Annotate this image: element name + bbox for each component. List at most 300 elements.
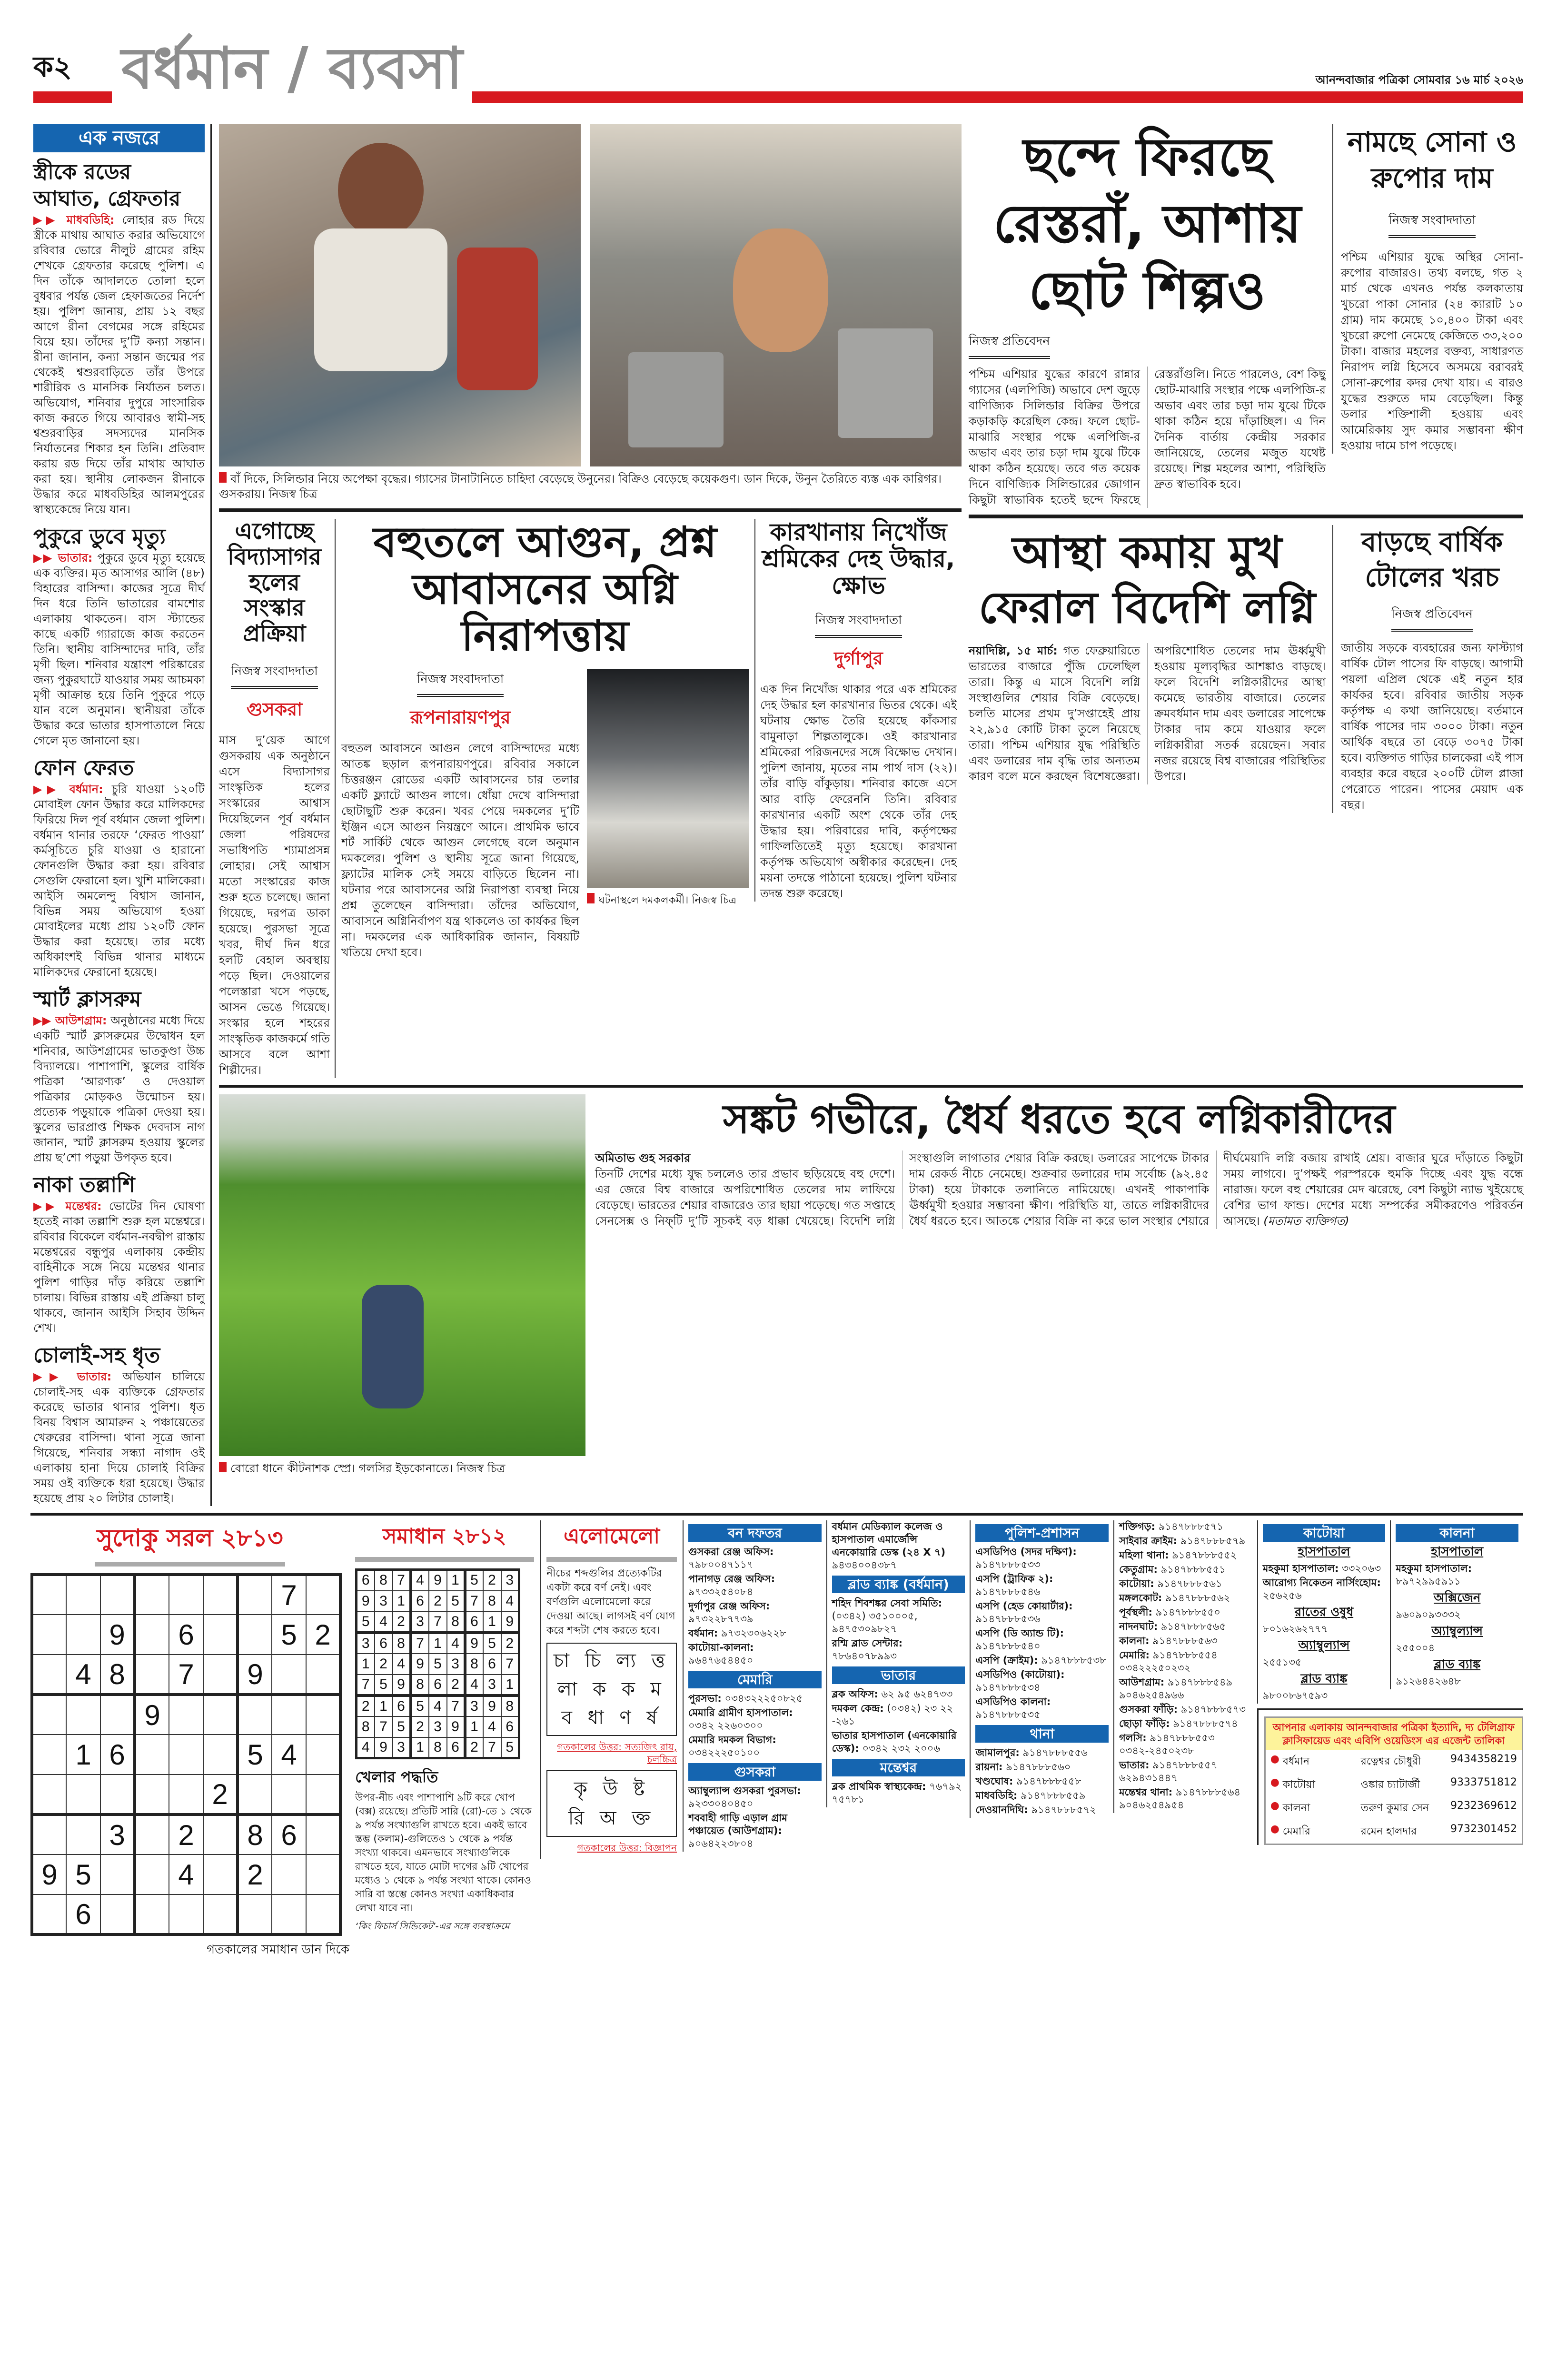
sudoku-footer: গতকালের সমাধান ডান দিকে	[207, 1943, 349, 1957]
grid-cell[interactable]: 6	[169, 1615, 203, 1655]
grid-cell[interactable]	[32, 1695, 66, 1735]
entry-label: শববাহী গাড়ি এড়াল গ্রাম পঞ্চায়েত (আউশগ্রাম):	[688, 1812, 787, 1836]
entry-phone: ৯১৪৭৮৮৮৫৩৩	[975, 1559, 1041, 1570]
photo-clay-oven-maker	[590, 124, 962, 466]
dateline: দুর্গাপুর	[834, 648, 883, 669]
entry-phone: ৯১২৬৪৪২৬৪৮	[1396, 1676, 1461, 1687]
grid-cell[interactable]	[203, 1615, 238, 1655]
grid-cell[interactable]	[306, 1854, 340, 1894]
grid-cell[interactable]: 6	[100, 1735, 135, 1775]
entry-label: শক্তিগড়:	[1119, 1521, 1156, 1532]
agent-name: রমেন হালদার	[1360, 1825, 1417, 1837]
grid-cell[interactable]	[169, 1695, 203, 1735]
caption-marker-icon	[587, 893, 595, 903]
entry-label: ব্লক অফিস:	[832, 1688, 878, 1700]
grid-cell[interactable]	[238, 1775, 272, 1815]
grid-cell[interactable]	[66, 1615, 100, 1655]
grid-cell[interactable]	[100, 1575, 135, 1615]
directory-entry	[1119, 1676, 1252, 1702]
grid-cell: 7	[429, 1612, 447, 1633]
article-body: বহুতল আবাসনে আগুন লেগে বাসিন্দাদের মধ্যে আতঙ্ক ছড়াল রূপনারায়ণপুরে। রবিবার সকালে চিত্তরঞ্জন রোডের একটি আবাসনের চার তলার একটি ফ্ল্যাটে আগুন লাগে। ধোঁয়া দেখে বাসিন্দারা ছোটাছুটি শুরু করেন। খবর পেয়ে দমকলের দু’টি ইঞ্জিন এসে আগুন নিয়ন্ত্রণে আনে। প্রাথমিক ভাবে শর্ট সার্কিট থেকে আগুন লেগেছে বলে অনুমান দমকলের। পুলিশ ও স্থানীয় সূত্রে জানা গিয়েছে, ফ্ল্যাটের মালিক সেই সময়ে বাড়িতে ছিলেন না। ঘটনার পরে আবাসনের অগ্নি নিরাপত্তা ব্যবস্থা নিয়ে প্রশ্ন তুলেছেন বাসিন্দারা। তাঁদের অভিযোগ, আবাসনে অগ্নিনির্বাপণ যন্ত্র থাকলেও তা কার্যকর ছিল না। দমকলের এক আধিকারিক জানান, বিষয়টি খতিয়ে দেখা হবে।	[341, 741, 579, 959]
grid-cell: 7	[501, 1654, 519, 1675]
directory-section-heading: পুলিশ-প্রশাসন	[975, 1524, 1109, 1542]
grid-cell[interactable]	[135, 1854, 169, 1894]
directory-entry	[1119, 1635, 1252, 1647]
grid-cell[interactable]: 2	[238, 1854, 272, 1894]
entry-phone: ৬২ ৯৫ ৬২৪৭৩৩	[881, 1688, 953, 1700]
grid-cell[interactable]	[238, 1695, 272, 1735]
byline: নিজস্ব প্রতিবেদন	[1391, 604, 1473, 632]
brief-text: ▶▶ মন্তেশ্বর: ভোটের দিন ঘোষণা হতেই নাকা তল্লাশি শুরু হল মন্তেশ্বরে। রবিবার বিকেলে বর্ধমান-নবদ্বীপ রাস্তায় মন্তেশ্বরের বন্ধুপুর এলাকায় কেন্দ্রীয় বাহিনীকে সঙ্গে নিয়ে মন্তেশ্বর থানার পুলিশ গাড়ির দাঁড় করিয়ে তল্লাশি চালায়। বিভিন্ন রাস্তায় এই প্রক্রিয়া চালু থাকবে, জানান আইসি সিহাব উদ্দিন শেখ।	[33, 1200, 205, 1335]
brief-title: চোলাই-সহ ধৃত	[33, 1343, 160, 1368]
jumble-puzzle-1[interactable]: চা চি ল্য ত্ত লা ক ক ম ব ধা ণ র্ষ	[546, 1643, 677, 1736]
directory-entry	[1396, 1562, 1518, 1588]
grid-cell[interactable]	[169, 1775, 203, 1815]
caption-marker-icon	[219, 472, 227, 483]
agent-name: তরুণ কুমার সেন	[1360, 1802, 1429, 1814]
agent-phone: 9333751812	[1450, 1776, 1517, 1788]
grid-cell[interactable]	[272, 1775, 306, 1815]
directory-entry	[1119, 1717, 1252, 1730]
grid-cell: 1	[465, 1716, 483, 1737]
directory-entry	[1119, 1732, 1252, 1757]
caption-text: বাঁ দিকে, সিলিন্ডার নিয়ে অপেক্ষা বৃদ্ধের। গ্যাসের টানাটানিতে চাহিদা বেড়েছে উনুনের। বিক্রিও বেড়েছে কয়েকগুণ। ডান দিকে, উনুন তৈরিতে ব্যস্ত এক কারিগর। গুসকরায়। নিজস্ব চিত্র	[219, 472, 942, 501]
grid-cell[interactable]: 2	[169, 1815, 203, 1854]
grid-cell[interactable]	[66, 1695, 100, 1735]
grid-cell[interactable]	[306, 1775, 340, 1815]
grid-cell: 7	[393, 1570, 411, 1591]
entry-phone: ৯১৪৭৮৮৮৫৬৫	[1160, 1621, 1226, 1632]
bullet-icon: ●	[1270, 1753, 1279, 1765]
entry-label: কাটোয়া:	[1119, 1578, 1154, 1589]
entry-label: পুরসভা:	[688, 1693, 722, 1704]
entry-label: গুসকরা রেঞ্জ অফিস:	[688, 1546, 774, 1557]
directory-entry	[975, 1627, 1109, 1653]
grid-cell[interactable]: 9	[100, 1615, 135, 1655]
directory-entry	[975, 1746, 1109, 1759]
directory-entry	[688, 1641, 822, 1667]
grid-cell[interactable]: 4	[66, 1655, 100, 1695]
agent-row	[1266, 1820, 1522, 1844]
arrow-icon: ▶▶	[33, 551, 58, 565]
grid-cell[interactable]	[169, 1575, 203, 1615]
article-body: নয়াদিল্লি, ১৫ মার্চ: গত ফেব্রুয়ারিতে ভারতের বাজারে পুঁজি ঢেলেছিল তারা। কিন্তু এ মাসে বিদেশি লগ্নি সংস্থাগুলির শেয়ার বিক্রি বেড়েছে। চলতি মাসের প্রথম দু’সপ্তাহেই প্রায় ২২,৯১৫ কোটি টাকা তুলে নিয়েছে তারা। পশ্চিম এশিয়ার যুদ্ধ পরিস্থিতি এবং ডলারের দাম বৃদ্ধি তার অন্যতম কারণ বলে মনে করছেন বিশেষজ্ঞেরা। অপরিশোধিত তেলের দাম ঊর্ধ্বমুখী হওয়ায় মূল্যবৃদ্ধির আশঙ্কাও বাড়ছে। ফলে বিদেশি লগ্নিকারীদের আস্থা কমেছে ভারতীয় বাজারে। তেলের ক্রমবর্ধমান দাম এবং ডলারের সাপেক্ষে টাকার দাম কমে যাওয়ার ফলে লগ্নিকারীরা সতর্ক রয়েছেন। সবার নজর রয়েছে বিশ্ব বাজারের পরিস্থিতির উপরে।	[969, 644, 1326, 783]
brief-item	[33, 986, 205, 1165]
grid-cell[interactable]	[32, 1775, 66, 1815]
headline: নামছে সোনা ও রুপোর দাম	[1347, 126, 1517, 194]
directory-entry	[1119, 1549, 1252, 1562]
useful-contacts-directory	[683, 1520, 1523, 1852]
directory-entry	[1119, 1606, 1252, 1619]
jumble-puzzle-2[interactable]: কৃ উ ষ্ট রি অ ক্ত	[546, 1770, 677, 1837]
grid-cell[interactable]	[135, 1815, 169, 1854]
directory-column	[826, 1520, 970, 1807]
entry-phone: ৯১৪৭৮৮৮৫৫৮	[1016, 1775, 1081, 1787]
grid-cell[interactable]	[272, 1655, 306, 1695]
grid-cell[interactable]	[32, 1615, 66, 1655]
grid-cell[interactable]	[203, 1894, 238, 1934]
entry-label: কালনা:	[1119, 1635, 1150, 1646]
directory-entry	[832, 1597, 965, 1636]
directory-entry	[832, 1729, 965, 1755]
grid-cell[interactable]	[100, 1894, 135, 1934]
agent-area: কাটোয়া	[1282, 1779, 1316, 1791]
grid-cell[interactable]	[135, 1735, 169, 1775]
entry-label: খণ্ডঘোষ:	[975, 1775, 1013, 1787]
entry-phone: ৯১৪৭৮৮৮৫৪৯ ৯০৪৬২৫৪৯৬৬	[1119, 1676, 1233, 1701]
grid-cell[interactable]	[169, 1894, 203, 1934]
grid-cell[interactable]: 5	[238, 1735, 272, 1775]
byline: নিজস্ব সংবাদদাতা	[417, 669, 504, 697]
grid-cell[interactable]	[306, 1655, 340, 1695]
entry-label: নাদনঘাট:	[1119, 1621, 1158, 1632]
directory-entry	[832, 1520, 965, 1572]
arrow-icon: ▶▶	[33, 1370, 77, 1383]
grid-cell: 4	[429, 1696, 447, 1716]
grid-cell[interactable]	[169, 1735, 203, 1775]
grid-cell[interactable]: 4	[272, 1735, 306, 1775]
grid-cell: 7	[447, 1696, 465, 1716]
grid-cell[interactable]	[100, 1775, 135, 1815]
brief-item	[33, 1342, 205, 1506]
briefs-column	[33, 124, 212, 1506]
rule	[969, 515, 1523, 518]
directory-entry	[688, 1546, 822, 1571]
entry-label: মঙ্গলকোট:	[1119, 1592, 1162, 1604]
headline: ছন্দে ফিরছে রেস্তরাঁ, আশায় ছোট শিল্পও	[993, 127, 1301, 321]
grid-cell: 3	[429, 1716, 447, 1737]
arrow-icon: ▶▶	[33, 213, 67, 227]
photo-figure-body	[314, 228, 447, 371]
grid-cell[interactable]	[32, 1735, 66, 1775]
agent-row	[1266, 1797, 1522, 1820]
brief-text: ▶▶ আউশগ্রাম: অনুষ্ঠানের মধ্যে দিয়ে একটি স্মার্ট ক্লাসরুমের উদ্বোধন হল শনিবার, আউশগ্রামের ভাতকুণ্ডা উচ্চ বিদ্যালয়ে। পাশাপাশি, স্কুলের বার্ষিক পত্রিকা ‘আরণ্যক’ ও দেওয়াল পত্রিকার মোড়কও উন্মোচন হয়। প্রত্যেক পড়ুয়াকে পত্রিকা দেওয়া হয়। স্কুলের ভারপ্রাপ্ত শিক্ষক দেবদাস নাগ জানান, স্মার্ট ক্লাসরুম হওয়ায় স্কুলের প্রায় ছ’শো পড়ুয়া উপকৃত হবে।	[33, 1014, 205, 1164]
grid-cell: 1	[357, 1654, 375, 1675]
grid-cell: 8	[411, 1675, 429, 1696]
grid-cell[interactable]	[135, 1655, 169, 1695]
photo-figure	[733, 228, 828, 352]
grid-cell[interactable]: 9	[238, 1655, 272, 1695]
grid-cell[interactable]: 8	[100, 1655, 135, 1695]
grid-cell[interactable]	[203, 1695, 238, 1735]
directory-entry	[975, 1546, 1109, 1571]
directory-subheading: রাতের ওষুধ	[1294, 1605, 1354, 1619]
headline: সঙ্কট গভীরে, ধৈর্য ধরতে হবে লগ্নিকারীদের	[723, 1095, 1396, 1142]
grid-cell[interactable]: 5	[272, 1615, 306, 1655]
grid-cell[interactable]: 2	[306, 1615, 340, 1655]
article-lead-restaurants	[969, 124, 1326, 508]
page-body	[33, 124, 1523, 1506]
grid-cell[interactable]	[66, 1815, 100, 1854]
entry-label: গুসকরা ফাঁড়ি:	[1119, 1704, 1178, 1715]
grid-cell: 9	[357, 1591, 375, 1612]
entry-label: রায়না:	[975, 1761, 1003, 1773]
grid-cell[interactable]	[272, 1695, 306, 1735]
entry-phone: ৩৩২০৬৩	[1342, 1563, 1381, 1574]
grid-cell: 4	[483, 1716, 501, 1737]
entry-phone: ৯১৪৭৮৮৮৫৫৬	[1022, 1747, 1088, 1758]
section-heading-ek-nazare: এক নজরে	[33, 124, 205, 152]
directory-entry	[975, 1775, 1109, 1788]
grid-cell: 1	[411, 1737, 429, 1758]
grid-cell: 9	[375, 1737, 393, 1758]
grid-cell: 8	[483, 1591, 501, 1612]
entry-label: কেতুগ্রাম:	[1119, 1564, 1158, 1575]
grid-cell[interactable]	[306, 1894, 340, 1934]
directory-column	[1113, 1520, 1257, 1813]
directory-section-heading: থানা	[975, 1725, 1109, 1743]
brief-item	[33, 755, 205, 980]
rules-text: উপর-নীচ এবং পাশাপাশি ৯টি করে খোপ (বক্স) রয়েছে। প্রতিটি সারি (রো)-তে ১ থেকে ৯ পর্যন্ত সংখ্যাগুলি রাখতে হবে। একই ভাবে স্তম্ভ (কলাম)-গুলিতেও ১ থেকে ৯ পর্যন্ত সংখ্যা থাকবে। এমনভাবে সংখ্যাগুলিকে রাখতে হবে, যাতে মোটা দাগের ৯টি খোপের মধ্যেও ১ থেকে ৯ পর্যন্ত সংখ্যা থাকে। কোনও সারি বা স্তম্ভে কোনও সংখ্যা একাধিকবার লেখা যাবে না।	[355, 1792, 532, 1914]
grid-cell: 4	[465, 1675, 483, 1696]
grid-cell[interactable]	[135, 1775, 169, 1815]
entry-label: মেমারি:	[1119, 1649, 1150, 1661]
entry-label: রশ্মি ব্লাড সেন্টার:	[832, 1637, 903, 1649]
grid-cell: 3	[411, 1612, 429, 1633]
directory-entry	[688, 1627, 822, 1640]
grid-cell[interactable]: 7	[272, 1575, 306, 1615]
grid-cell: 8	[465, 1654, 483, 1675]
grid-cell[interactable]	[238, 1615, 272, 1655]
grid-cell: 5	[375, 1675, 393, 1696]
entry-label: এসডিপিও কালনা:	[975, 1696, 1051, 1707]
grid-cell[interactable]	[272, 1854, 306, 1894]
entry-label: বর্ধমান:	[688, 1627, 718, 1639]
entry-phone: ৯৬৪৭৬৫৪৪৫০	[688, 1655, 754, 1666]
directory-entry	[1119, 1649, 1252, 1675]
grid-cell: 6	[357, 1570, 375, 1591]
entry-label: এসপি (ট্রাফিক ২):	[975, 1573, 1053, 1585]
entry-phone: ৮৯৭২৯৯৫৯১১	[1396, 1576, 1461, 1587]
entry-label: মেমারি দমকল বিভাগ:	[688, 1734, 776, 1745]
grid-cell[interactable]	[238, 1575, 272, 1615]
grid-cell: 9	[411, 1654, 429, 1675]
directory-subheading: ব্লাড ব্যাঙ্ক	[1434, 1657, 1481, 1672]
grid-cell[interactable]	[135, 1894, 169, 1934]
entry-phone: ২৫৫০০৪	[1396, 1642, 1435, 1654]
directory-entry	[688, 1785, 822, 1810]
entry-phone: ৯১৪৭৮৮৮৫৩৮	[1041, 1655, 1106, 1666]
edition-date: আনন্দবাজার পত্রিকা সোমবার ১৬ মার্চ ২০২৬	[1315, 73, 1523, 87]
grid-cell[interactable]	[32, 1655, 66, 1695]
grid-cell[interactable]	[306, 1735, 340, 1775]
grid-cell: 1	[393, 1591, 411, 1612]
grid-cell: 3	[501, 1570, 519, 1591]
photo-stove	[628, 352, 724, 447]
entry-label: মেমারি গ্রামীণ হাসপাতাল:	[688, 1707, 793, 1718]
grid-cell: 4	[393, 1654, 411, 1675]
grid-cell[interactable]: 2	[203, 1775, 238, 1815]
entry-label: মহিলা থানা:	[1119, 1549, 1169, 1561]
grid-cell[interactable]	[306, 1695, 340, 1735]
article-markets	[595, 1094, 1523, 1229]
jumble-instructions: নীচের শব্দগুলির প্রত্যেকটির একটা করে বর্ণ নেই। এবং বর্ণগুলি এলোমেলো করে দেওয়া আছে। লাগসই বর্ণ যোগ করে শব্দটা শেষ করতে হবে।	[546, 1567, 675, 1636]
grid-cell: 5	[393, 1716, 411, 1737]
entry-phone: ৯৬০৯০৯৩৩৩২	[1396, 1609, 1461, 1620]
brief-text: ▶▶ ভাতার: অভিযান চালিয়ে চোলাই-সহ এক ব্যক্তিকে গ্রেফতার করেছে ভাতার থানার পুলিশ। ধৃত বিনয় বিশ্বাস আমারুন ২ পঞ্চায়েতের খেরুরের বাসিন্দা। থানা সূত্রে জানা গিয়েছে, শনিবার সন্ধ্যা নাগাদ ওই এলাকায় হানা দিয়ে চোলাই বিক্রির সময় ওই ব্যক্তিকে ধরা হয়েছে। উদ্ধার হয়েছে প্রায় ২০ লিটার চোলাই।	[33, 1370, 205, 1505]
directory-section-heading: কালনা	[1396, 1524, 1518, 1542]
entry-phone: ৯১৪৭৮৮৮৫৪৬	[975, 1586, 1041, 1597]
grid-cell[interactable]: 6	[272, 1815, 306, 1854]
agent-area: বর্ধমান	[1282, 1755, 1309, 1767]
entry-label: দেওয়ানদিঘি:	[975, 1804, 1028, 1815]
grid-cell: 6	[483, 1654, 501, 1675]
directory-entry	[1396, 1675, 1518, 1688]
directory-entry	[1263, 1577, 1386, 1602]
grid-cell: 1	[375, 1696, 393, 1716]
entry-phone: ৯১৪৭৮৮৮৫৩৪	[975, 1682, 1041, 1693]
grid-cell: 1	[501, 1675, 519, 1696]
grid-cell[interactable]	[272, 1894, 306, 1934]
directory-column	[1257, 1520, 1390, 1704]
grid-cell: 6	[465, 1612, 483, 1633]
brief-item	[33, 159, 205, 517]
page-header	[0, 0, 1547, 124]
grid-cell[interactable]: 9	[135, 1695, 169, 1735]
grid-cell[interactable]	[203, 1655, 238, 1695]
grid-cell[interactable]	[135, 1575, 169, 1615]
grid-cell[interactable]	[32, 1815, 66, 1854]
directory-subheading: হাসপাতাল	[1431, 1545, 1484, 1559]
article-factory	[754, 519, 962, 902]
grid-cell[interactable]: 7	[169, 1655, 203, 1695]
grid-cell[interactable]	[32, 1575, 66, 1615]
grid-cell: 9	[465, 1633, 483, 1654]
bullet-icon: ●	[1270, 1800, 1279, 1812]
article-body: পশ্চিম এশিয়ার যুদ্ধের কারণে রান্নার গ্যাসের (এলপিজি) অভাবে দেশ জুড়ে বাণিজ্যিক সিলিন্ডার বিক্রির উপরে কড়াকড়ি করেছিল কেন্দ্র। ফলে ছোট-মাঝারি সংস্থার পক্ষে এলপিজি-র অভাব এবং তার চড়া দাম যুঝে টিকে থাকা কঠিন হয়েছে। তবে গত কয়েক দিনে বাণিজ্যিক সিলিন্ডারের জোগান কিছুটা স্বাভাবিক হতেই ছন্দে ফিরছে রেস্তরাঁগুলি। নিতে পারলেও, বেশ কিছু ছোট-মাঝারি সংস্থার পক্ষে এলপিজি-র অভাব এবং তার চড়া দাম যুঝে টিকে থাকা কঠিন হয়ে দাঁড়াচ্ছিল। এ দিন দৈনিক বার্তায় কেন্দ্রীয় সরকার জানিয়েছে, তেলের মজুত যথেষ্ট রয়েছে। শিল্প মহলের আশা, পরিস্থিতি দ্রুত স্বাভাবিক হবে।	[969, 367, 1326, 506]
grid-cell[interactable]	[135, 1615, 169, 1655]
grid-cell[interactable]: 5	[66, 1854, 100, 1894]
grid-cell[interactable]	[203, 1735, 238, 1775]
brief-text: ▶▶ ভাতার: পুকুরে ডুবে মৃত্যু হয়েছে এক ব্যক্তির। মৃত আসাগর আলি (৪৮) বিহারের বাসিন্দা। কাজের সূত্রে দীর্ঘ দিন ধরে তিনি ভাতারের বামশোর এলাকায় থাকতেন। বাস স্ট্যান্ডের কাছে একটি গ্যারাজে কাজ করতেন তিনি। স্থানীয় বাসিন্দাদের দাবি, তাঁর মৃগী ছিল। শনিবার যন্ত্রাংশ পরিষ্কারের জন্য পুকুরঘাটে যাওয়ার সময় আচমকা মৃগী আক্রান্ত হয়ে তিনি পুকুরে পড়ে যান বলে অনুমান। স্থানীয়রা তাঁকে উদ্ধার করে ভাতার হাসপাতালে নিয়ে গেলে মৃত জানানো হয়।	[33, 551, 205, 747]
grid-cell: 5	[429, 1654, 447, 1675]
grid-cell: 2	[501, 1633, 519, 1654]
grid-cell[interactable]	[203, 1575, 238, 1615]
entry-phone: ০৩৪২ ২৩২ ২০০৬	[862, 1743, 940, 1754]
entry-phone: ৯৭৩৩২৫৪০৮৪	[688, 1586, 754, 1597]
agent-row	[1266, 1774, 1522, 1797]
grid-cell[interactable]	[66, 1775, 100, 1815]
sudoku-title: সুদোকু সরল ২৮১৩	[95, 1520, 285, 1567]
grid-cell: 7	[375, 1716, 393, 1737]
directory-entry	[688, 1706, 822, 1732]
grid-cell: 7	[483, 1737, 501, 1758]
entry-phone: ৮০১৬২৬২৭৭৭	[1262, 1623, 1328, 1635]
directory-entry	[1263, 1656, 1386, 1669]
directory-entry	[1263, 1562, 1386, 1575]
grid-cell[interactable]	[100, 1854, 135, 1894]
rule	[219, 1085, 1523, 1088]
arrow-icon: ▶▶	[33, 1200, 66, 1213]
grid-cell: 3	[483, 1675, 501, 1696]
grid-cell: 1	[447, 1570, 465, 1591]
entry-phone: ৯১৪৭৮৮৮৫৫১	[1160, 1564, 1226, 1575]
brief-place: ভাতার:	[77, 1370, 112, 1383]
byline: অমিতাভ গুহ সরকার	[595, 1151, 691, 1165]
main-area	[219, 124, 1523, 1476]
entry-label: দুর্গাপুর রেঞ্জ অফিস:	[688, 1600, 770, 1612]
grid-cell[interactable]	[203, 1854, 238, 1894]
grid-cell: 8	[375, 1570, 393, 1591]
entry-phone: ২৫৫১৩৫	[1262, 1656, 1302, 1668]
grid-cell: 3	[465, 1696, 483, 1716]
brief-item	[33, 1172, 205, 1336]
directory-section-heading: গুসকরা	[688, 1763, 822, 1781]
arrow-icon: ▶▶	[33, 1014, 55, 1027]
grid-cell: 9	[429, 1570, 447, 1591]
grid-cell: 5	[357, 1612, 375, 1633]
grid-cell[interactable]	[306, 1815, 340, 1854]
puzzle-band	[30, 1513, 1523, 1961]
directory-entry	[1396, 1608, 1518, 1621]
grid-cell: 8	[357, 1716, 375, 1737]
grid-cell[interactable]: 9	[32, 1854, 66, 1894]
grid-cell[interactable]	[306, 1575, 340, 1615]
byline: নিজস্ব সংবাদদাতা	[231, 661, 318, 689]
grid-cell[interactable]	[32, 1894, 66, 1934]
grid-cell[interactable]	[100, 1695, 135, 1735]
directory-entry	[832, 1702, 965, 1728]
grid-cell[interactable]: 3	[100, 1815, 135, 1854]
grid-cell: 6	[501, 1716, 519, 1737]
grid-cell[interactable]: 8	[238, 1815, 272, 1854]
directory-entry	[688, 1812, 822, 1850]
rules-box	[355, 1765, 534, 1935]
grid-cell: 2	[375, 1654, 393, 1675]
headline: এগোচ্ছে বিদ্যাসাগর হলের সংস্কার প্রক্রিয়া	[228, 518, 321, 647]
photo-firefighters	[587, 669, 749, 888]
paddy-photo-caption: বোরো ধানে কীটনাশক স্প্রে। গলসির ইড়কোনাতে। নিজস্ব চিত্র	[219, 1461, 585, 1476]
grid-cell[interactable]: 4	[169, 1854, 203, 1894]
directory-entry	[832, 1637, 965, 1663]
grid-cell: 5	[447, 1591, 465, 1612]
entry-label: জামালপুর:	[975, 1747, 1020, 1758]
sudoku-panel	[30, 1520, 349, 1961]
grid-cell: 4	[411, 1570, 429, 1591]
entry-phone: ৯২৩৩০৪০৪৫০	[688, 1798, 754, 1809]
grid-cell[interactable]: 6	[66, 1894, 100, 1934]
grid-cell: 7	[465, 1591, 483, 1612]
agent-area: মেমারি	[1282, 1825, 1310, 1837]
entry-label: মন্তেশ্বর থানা:	[1119, 1786, 1173, 1798]
directory-subheading: অ্যাম্বুল্যান্স	[1298, 1638, 1350, 1653]
grid-cell[interactable]	[238, 1894, 272, 1934]
jumble-title: এলোমেলো	[546, 1520, 677, 1562]
grid-cell: 2	[429, 1591, 447, 1612]
directory-entry	[688, 1692, 822, 1705]
entry-label: পূর্বস্থলী:	[1119, 1606, 1152, 1618]
directory-entry	[1263, 1623, 1386, 1636]
grid-cell[interactable]	[66, 1575, 100, 1615]
byline: নিজস্ব সংবাদদাতা	[1388, 210, 1476, 238]
entry-label: ভাতার:	[1119, 1759, 1150, 1771]
headline: বহুতলে আগুন, প্রশ্ন আবাসনের অগ্নি নিরাপত্তায়	[373, 517, 717, 661]
entry-phone: ২৫৬২৫৬	[1262, 1590, 1302, 1601]
grid-cell: 4	[357, 1737, 375, 1758]
grid-cell: 6	[393, 1696, 411, 1716]
grid-cell: 3	[393, 1737, 411, 1758]
directory-entry	[832, 1780, 965, 1806]
article-toll	[1332, 525, 1523, 813]
sudoku-grid[interactable]	[30, 1573, 342, 1936]
entry-label: এসপি (হেড কোয়ার্টার):	[975, 1600, 1073, 1612]
grid-cell[interactable]: 1	[66, 1735, 100, 1775]
brief-title: ফোন ফেরত	[33, 756, 134, 780]
grid-cell[interactable]	[203, 1815, 238, 1854]
brief-text: ▶▶ বর্ধমান: চুরি যাওয়া ১২০টি মোবাইল ফোন উদ্ধার করে মালিকদের ফিরিয়ে দিল পূর্ব বর্ধমান জেলা পুলিশ। বর্ধমান থানার তরফে ‘ফেরত পাওয়া’ কর্মসূচিতে চুরি যাওয়া ও হারানো ফোনগুলি উদ্ধার করা হয়। রবিবার সেগুলি ফেরানো হল। খুশি মালিকেরা। আইসি অমলেন্দু বিশ্বাস জানান, বিভিন্ন সময় অভিযোগ হওয়া মোবাইলের মধ্যে প্রায় ১২০টি ফোন উদ্ধার করা হয়েছে। তার মধ্যে অধিকাংশই বিভিন্ন থানার মাধ্যমে মালিকদের ফেরানো হয়েছে।	[33, 783, 205, 979]
directory-entry	[688, 1734, 822, 1759]
entry-label: এসডিপিও (কাটোয়া):	[975, 1669, 1065, 1680]
